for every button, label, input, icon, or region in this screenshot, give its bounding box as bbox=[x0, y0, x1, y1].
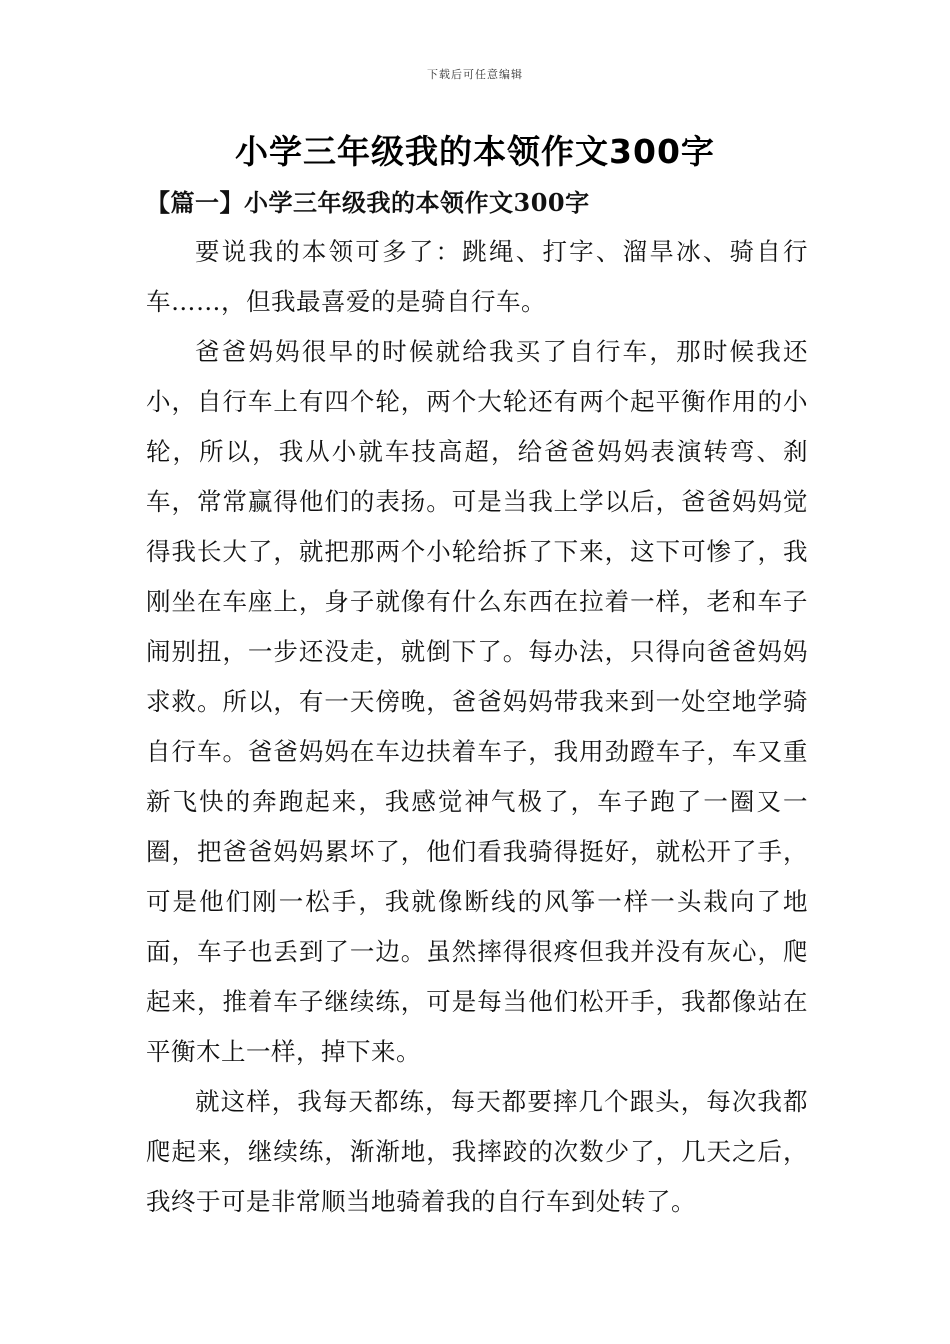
paragraph: 要说我的本领可多了：跳绳、打字、溜旱冰、骑自行车……，但我最喜爱的是骑自行车。 bbox=[146, 237, 808, 316]
document-title: 小学三年级我的本领作文300字 bbox=[235, 132, 715, 171]
paragraph: 爸爸妈妈很早的时候就给我买了自行车，那时候我还小，自行车上有四个轮，两个大轮还有两个起平衡作用的小轮，所以，我从小就车技高超，给爸爸妈妈表演转弯、刹车，常常赢得他们的表扬。可是当我上学以后，爸爸妈妈觉得我长大了，就把那两个小轮给拆了下来，这下可惨了，我刚坐在车座上，身子就像有什么东西在拉着一样，老和车子闹别扭，一步还没走，就倒下了。每办法，只得向爸爸妈妈求救。所以，有一天傍晚，爸爸妈妈带我来到一处空地学骑自行车。爸爸妈妈在车边扶着车子，我用劲蹬车子，车又重新飞快的奔跑起来，我感觉神气极了，车子跑了一圈又一圈，把爸爸妈妈累坏了，他们看我骑得挺好，就松开了手，可是他们刚一松手，我就像断线的风筝一样一头栽向了地面，车子也丢到了一边。虽然摔得很疼但我并没有灰心，爬起来，推着车子继续练，可是每当他们松开手，我都像站在平衡木上一样，掉下来。 bbox=[146, 337, 808, 1066]
paragraph: 就这样，我每天都练，每天都要摔几个跟头，每次我都爬起来，继续练，渐渐地，我摔跤的次数少了，几天之后，我终于可是非常顺当地骑着我的自行车到处转了。 bbox=[146, 1087, 808, 1216]
article-body bbox=[146, 227, 808, 1227]
header-note: 下载后可任意编辑 bbox=[427, 68, 523, 81]
section-heading: 【篇一】小学三年级我的本领作文300字 bbox=[146, 188, 590, 217]
